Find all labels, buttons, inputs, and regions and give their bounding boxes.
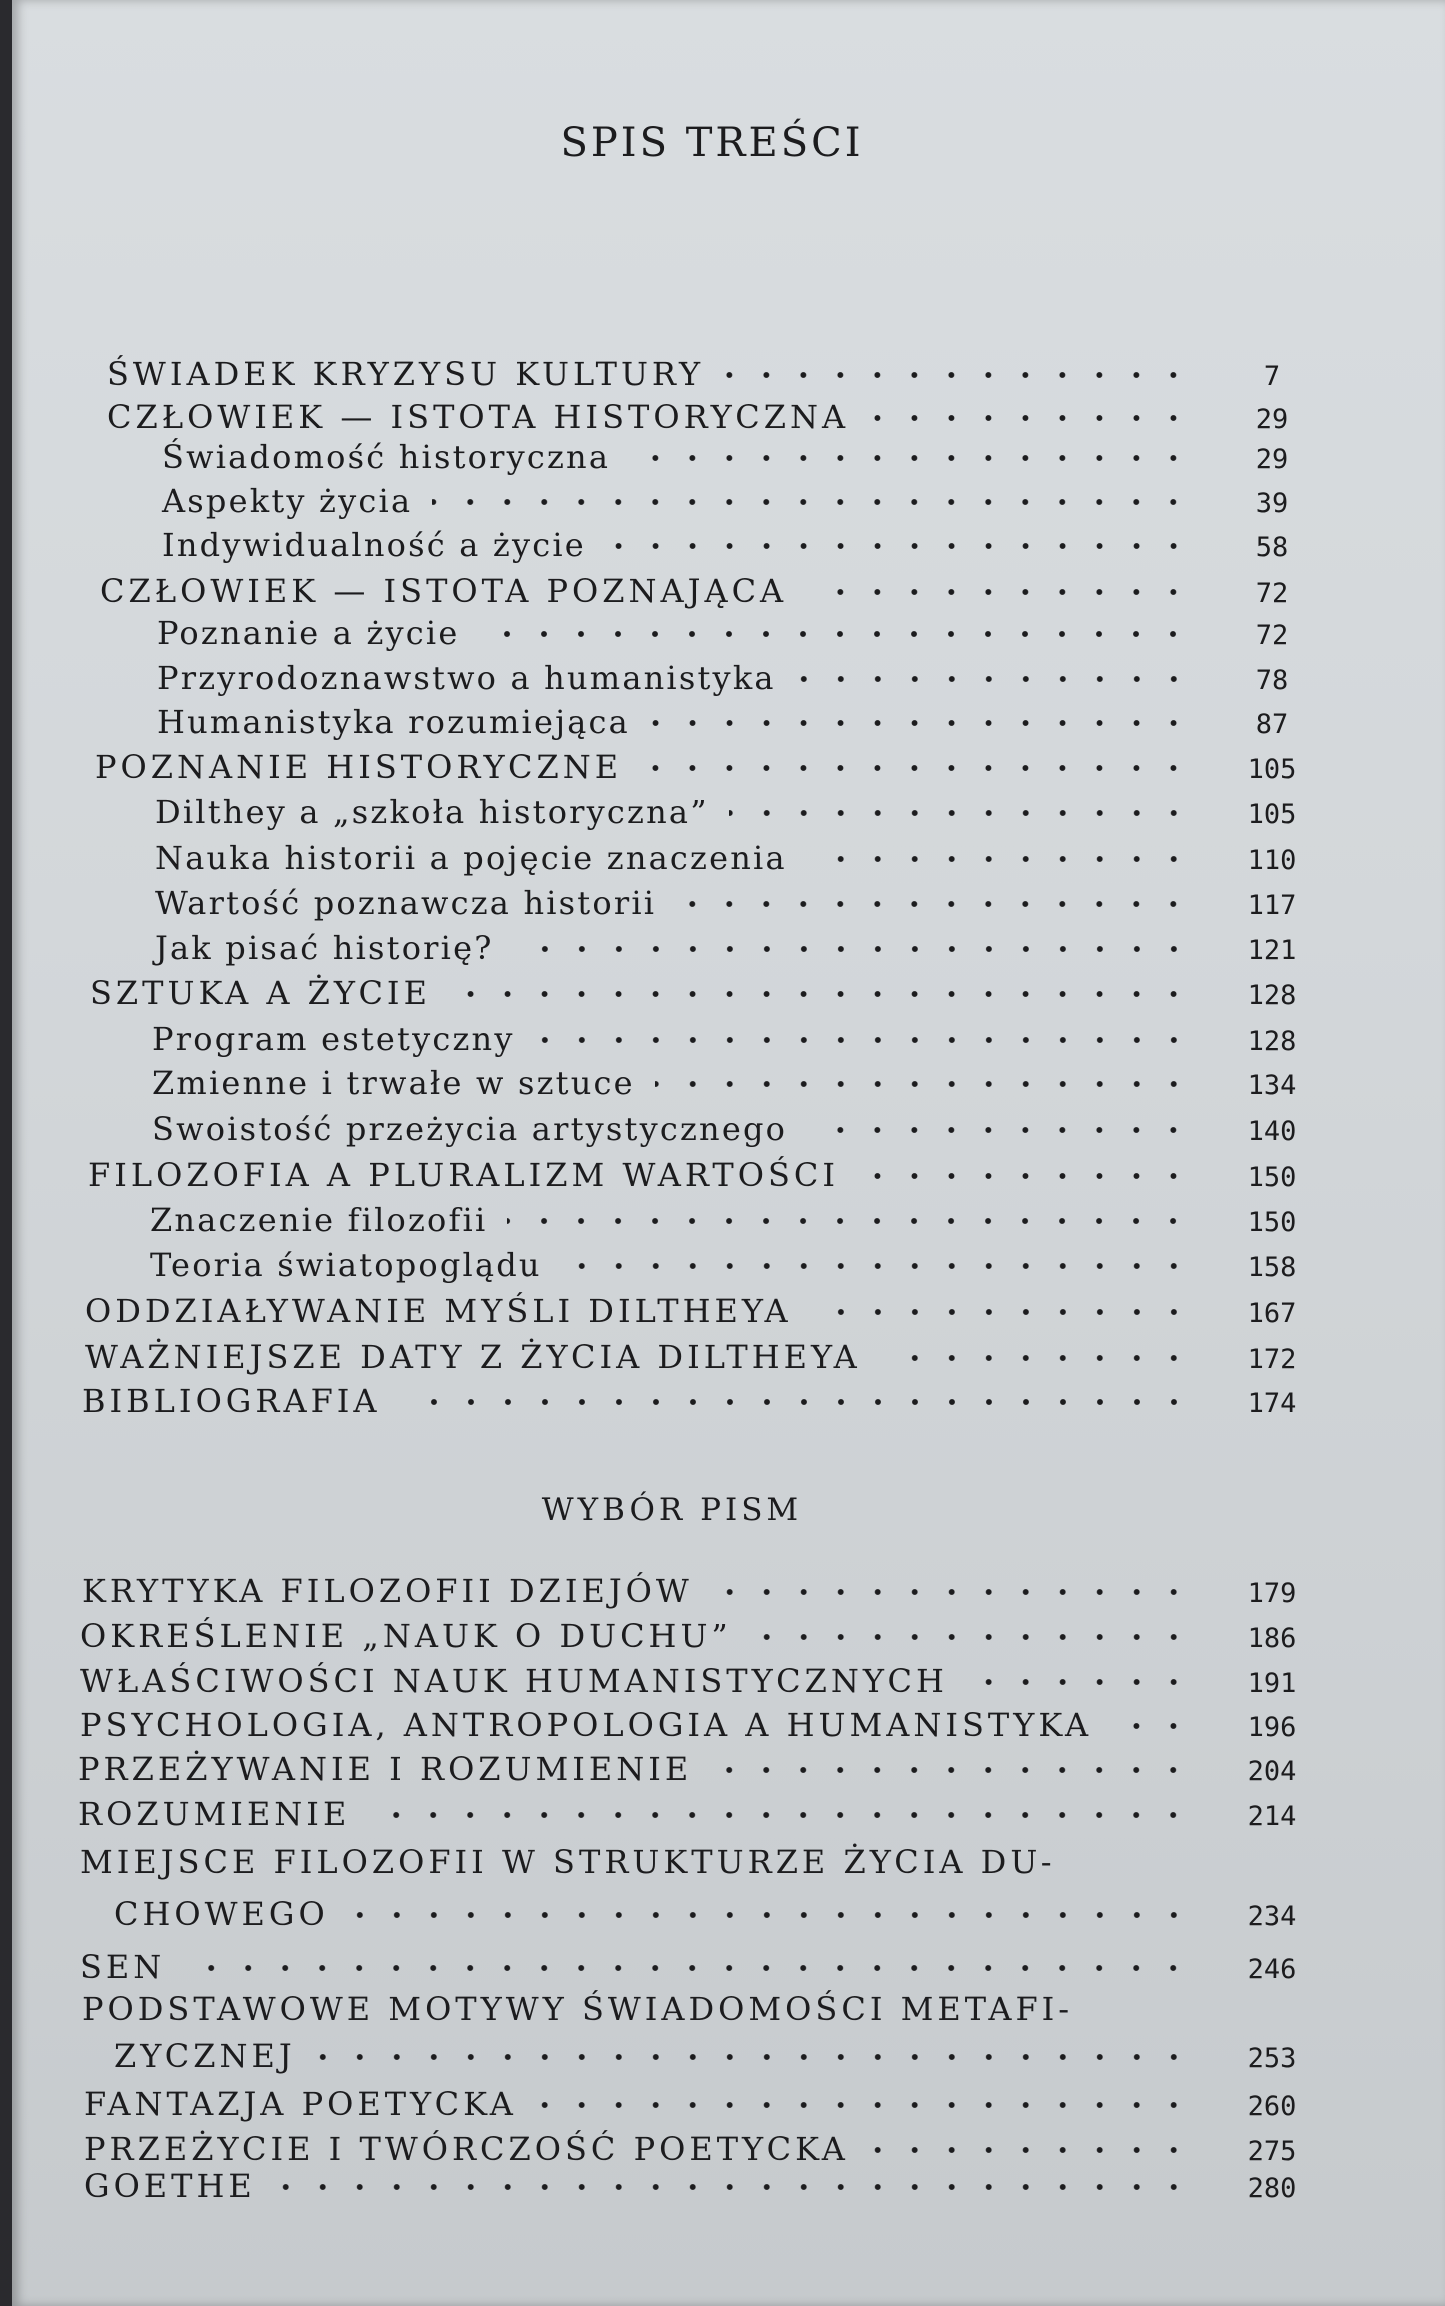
toc-entry-title: Przyrodoznawstwo a humanistyka — [157, 659, 776, 697]
dot-leader — [370, 1801, 1192, 1821]
selection-entry — [12, 1843, 1412, 1933]
selection-page-number: 253 — [1247, 2043, 1297, 2074]
dot-leader — [650, 709, 1192, 729]
dot-leader — [655, 1070, 1192, 1090]
toc-entry-title: ODDZIAŁYWANIE MYŚLI DILTHEYA — [85, 1292, 792, 1330]
toc-page-number: 39 — [1255, 488, 1289, 519]
toc-entry — [12, 1292, 1412, 1336]
dot-leader — [535, 1026, 1192, 1046]
dot-leader — [562, 1252, 1192, 1272]
dot-leader — [859, 1162, 1192, 1182]
dot-leader — [796, 665, 1192, 685]
toc-entry-title: CZŁOWIEK — ISTOTA POZNAJĄCA — [100, 572, 788, 610]
toc-page-number: 29 — [1255, 404, 1289, 435]
toc-entry — [12, 1246, 1412, 1290]
toc-entry-title: Swoistość przeżycia artystycznego — [152, 1110, 788, 1148]
toc-page-number: 78 — [1255, 665, 1289, 696]
dot-leader — [881, 1344, 1192, 1364]
toc-page-number: 72 — [1255, 578, 1289, 609]
selection-entry-title: FANTAZJA POETYCKA — [84, 2085, 517, 2123]
toc-entry — [12, 438, 1412, 482]
selection-entry-title: KRYTYKA FILOZOFII DZIEJÓW — [82, 1572, 693, 1610]
toc-entry — [12, 482, 1412, 526]
toc-entry — [12, 1382, 1412, 1426]
dot-leader — [1112, 1712, 1192, 1732]
toc-page-number: 150 — [1247, 1162, 1297, 1193]
toc-entry-title: POZNANIE HISTORYCZNE — [95, 748, 623, 786]
toc-page-number: 167 — [1247, 1298, 1297, 1329]
dot-leader — [606, 532, 1192, 552]
dot-leader — [514, 935, 1192, 955]
dot-leader — [276, 2173, 1192, 2193]
toc-entry-title: Dilthey a „szkoła historyczna” — [155, 793, 709, 831]
toc-entry — [12, 1338, 1412, 1382]
toc-entry-title: WAŻNIEJSZE DATY Z ŻYCIA DILTHEYA — [85, 1338, 861, 1376]
toc-page-number: 110 — [1247, 845, 1297, 876]
toc-entry — [12, 974, 1412, 1018]
selection-page-number: 280 — [1247, 2173, 1297, 2204]
toc-page-number: 134 — [1247, 1070, 1297, 1101]
dot-leader — [630, 444, 1192, 464]
dot-leader — [185, 1954, 1192, 1974]
toc-entry — [12, 1064, 1412, 1108]
toc-page-number: 29 — [1255, 444, 1289, 475]
toc-entry-title: Wartość poznawcza historii — [155, 884, 657, 922]
toc-entry — [12, 1110, 1412, 1154]
toc-page-number: 105 — [1247, 754, 1297, 785]
toc-entry — [12, 526, 1412, 570]
selection-entry-title-continuation: ZYCZNEJ — [114, 2037, 296, 2075]
selection-page-number: 204 — [1247, 1756, 1297, 1787]
selection-page-number: 179 — [1247, 1578, 1297, 1609]
toc-entry-title: Teoria światopoglądu — [150, 1246, 542, 1284]
selection-entry — [12, 1662, 1412, 1706]
dot-leader — [807, 1116, 1192, 1136]
toc-entry-title: Indywidualność a życie — [162, 526, 586, 564]
toc-page-number: 58 — [1255, 532, 1289, 563]
selection-entry-title: ROZUMIENIE — [78, 1795, 351, 1833]
selection-page-number: 186 — [1247, 1623, 1297, 1654]
selection-entry-title: WŁAŚCIWOŚCI NAUK HUMANISTYCZNYCH — [80, 1662, 948, 1700]
toc-entry — [12, 659, 1412, 703]
selection-page-number: 246 — [1247, 1954, 1297, 1985]
selection-entry — [12, 1617, 1412, 1661]
toc-entry-title: BIBLIOGRAFIA — [82, 1382, 381, 1420]
toc-entry — [12, 355, 1412, 399]
toc-page-number: 72 — [1255, 620, 1289, 651]
selection-entry-title: PRZEŻYWANIE I ROZUMIENIE — [78, 1750, 693, 1788]
dot-leader — [507, 1207, 1192, 1227]
toc-entry-title: Nauka historii a pojęcie znaczenia — [155, 839, 787, 877]
selection-entry — [12, 1750, 1412, 1794]
toc-entry — [12, 1156, 1412, 1200]
toc-entry-title: Zmienne i trwałe w sztuce — [152, 1064, 635, 1102]
toc-entry — [12, 748, 1412, 792]
toc-entry — [12, 793, 1412, 837]
selection-entry-title: PSYCHOLOGIA, ANTROPOLOGIA A HUMANISTYKA — [80, 1706, 1093, 1744]
toc-entry — [12, 839, 1412, 883]
toc-page-number: 121 — [1247, 935, 1297, 966]
toc-page-number: 140 — [1247, 1116, 1297, 1147]
selection-entry — [12, 2167, 1412, 2211]
selection-page-number: 275 — [1247, 2136, 1297, 2167]
section-title: WYBÓR PISM — [541, 1492, 803, 1528]
selection-page-number: 234 — [1247, 1901, 1297, 1932]
toc-page-number: 128 — [1247, 1026, 1297, 1057]
dot-leader — [642, 754, 1192, 774]
toc-entry-title: Poznanie a życie — [157, 614, 460, 652]
toc-entry — [12, 1020, 1412, 1064]
dot-leader — [724, 361, 1192, 381]
dot-leader — [712, 1756, 1192, 1776]
toc-entry — [12, 703, 1412, 747]
book-page — [12, 0, 1445, 2306]
dot-leader — [537, 2091, 1192, 2111]
dot-leader — [869, 404, 1192, 424]
selection-entry — [12, 1990, 1412, 2075]
selection-entry-title: GOETHE — [84, 2167, 256, 2205]
selection-entry — [12, 1795, 1412, 1839]
toc-entry-title: FILOZOFIA A PLURALIZM WARTOŚCI — [88, 1156, 840, 1194]
toc-page-number: 7 — [1263, 361, 1281, 392]
toc-entry-title: Humanistyka rozumiejąca — [157, 703, 630, 741]
dot-leader — [752, 1623, 1192, 1643]
selection-entry — [12, 1706, 1412, 1750]
toc-entry-title: Aspekty życia — [162, 482, 413, 520]
dot-leader — [713, 1578, 1192, 1598]
dot-leader — [807, 578, 1192, 598]
selection-entry-title-continuation: CHOWEGO — [114, 1895, 329, 1933]
toc-entry — [12, 1201, 1412, 1245]
dot-leader — [316, 2043, 1192, 2063]
toc-entry-title: ŚWIADEK KRYZYSU KULTURY — [107, 355, 705, 393]
toc-entry — [12, 572, 1412, 616]
toc-entry-title: Świadomość historyczna — [162, 438, 611, 476]
toc-entry-title: Jak pisać historię? — [155, 929, 494, 967]
toc-page-number: 174 — [1247, 1388, 1297, 1419]
toc-page-number: 128 — [1247, 980, 1297, 1011]
dot-leader — [479, 620, 1192, 640]
dot-leader — [401, 1388, 1192, 1408]
toc-page-number: 105 — [1247, 799, 1297, 830]
dot-leader — [807, 845, 1192, 865]
selection-page-number: 260 — [1247, 2091, 1297, 2122]
toc-entry — [12, 884, 1412, 928]
toc-page-number: 150 — [1247, 1207, 1297, 1238]
toc-page-number: 158 — [1247, 1252, 1297, 1283]
toc-page-number: 87 — [1255, 709, 1289, 740]
selection-entry — [12, 2085, 1412, 2129]
selection-page-number: 214 — [1247, 1801, 1297, 1832]
dot-leader — [451, 980, 1192, 1000]
toc-page-number: 172 — [1247, 1344, 1297, 1375]
dot-leader — [968, 1668, 1192, 1688]
dot-leader — [432, 488, 1192, 508]
selection-entry-title: PODSTAWOWE MOTYWY ŚWIADOMOŚCI METAFI- — [82, 1990, 1074, 2028]
toc-page-number: 117 — [1247, 890, 1297, 921]
page-title: SPIS TREŚCI — [560, 120, 864, 166]
selection-entry-title: OKREŚLENIE „NAUK O DUCHU” — [80, 1617, 732, 1655]
selection-entry — [12, 1948, 1412, 1992]
toc-entry-title: CZŁOWIEK — ISTOTA HISTORYCZNA — [107, 398, 850, 436]
dot-leader — [869, 2136, 1192, 2156]
toc-entry-title: Program estetyczny — [152, 1020, 515, 1058]
toc-entry-title: Znaczenie filozofii — [150, 1201, 488, 1239]
dot-leader — [812, 1298, 1192, 1318]
toc-entry — [12, 398, 1412, 442]
dot-leader — [729, 799, 1192, 819]
selection-entry-title: SEN — [80, 1948, 166, 1986]
selection-entry — [12, 1572, 1412, 1616]
selection-page-number: 196 — [1247, 1712, 1297, 1743]
dot-leader — [676, 890, 1192, 910]
toc-entry-title: SZTUKA A ŻYCIE — [90, 974, 431, 1012]
toc-entry — [12, 614, 1412, 658]
toc-entry — [12, 929, 1412, 973]
selection-entry-title: PRZEŻYCIE I TWÓRCZOŚĆ POETYCKA — [84, 2130, 849, 2168]
dot-leader — [349, 1901, 1192, 1921]
selection-page-number: 191 — [1247, 1668, 1297, 1699]
selection-entry-title: MIEJSCE FILOZOFII W STRUKTURZE ŻYCIA DU- — [80, 1843, 1056, 1881]
